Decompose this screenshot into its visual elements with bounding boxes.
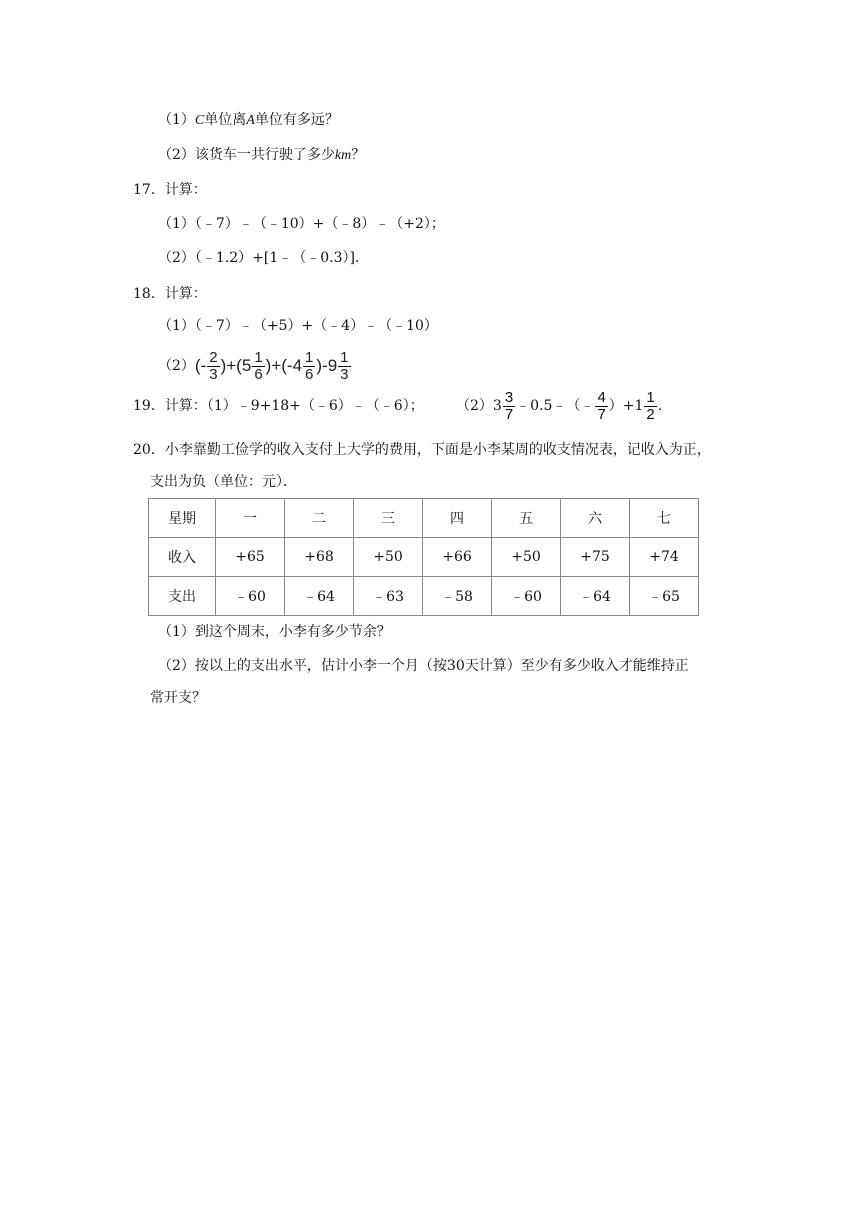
table-cell: ﹣63 xyxy=(354,577,423,616)
q18-title: 18．计算： xyxy=(133,286,207,302)
q20-line1: 20．小李靠勤工俭学的收入支付上大学的费用，下面是小李某周的收支情况表，记收入为正， xyxy=(133,442,711,458)
table-cell: 五 xyxy=(492,499,561,538)
table-cell: ﹣64 xyxy=(561,577,630,616)
table-cell: ﹣58 xyxy=(423,577,492,616)
fraction: $\frac{1}{3}$ xyxy=(340,348,349,383)
table-cell: +75 xyxy=(561,538,630,577)
table-cell: 收入 xyxy=(149,538,216,577)
table-row xyxy=(149,538,699,577)
table-cell: ﹣60 xyxy=(492,577,561,616)
q16-part2: （2）该货车一共行驶了多少km？ xyxy=(158,147,366,163)
fraction: $\frac{1}{2}$ xyxy=(646,388,655,423)
q16-part1: （1）C单位离A单位有多远？ xyxy=(158,112,339,128)
table-cell: 二 xyxy=(285,499,354,538)
table-cell: +65 xyxy=(216,538,285,577)
income-expense-table xyxy=(148,498,699,616)
table-cell: 支出 xyxy=(149,577,216,616)
q20-line2: 支出为负（单位：元）． xyxy=(150,474,297,490)
table-cell: 七 xyxy=(630,499,699,538)
table-cell: +74 xyxy=(630,538,699,577)
q20-part1: （1）到这个周末，小李有多少节余？ xyxy=(158,624,391,640)
q19-part1: 19．计算：（1）﹣9+18+（﹣6）﹣（﹣6）； xyxy=(133,398,424,414)
table-header-row xyxy=(149,499,699,538)
table-cell: ﹣60 xyxy=(216,577,285,616)
fraction: $\frac{3}{7}$ xyxy=(504,388,514,423)
q19-part2: （2）3 $\frac{3}{7}$ ﹣0.5﹣（﹣ $\frac{4}{7}$ ）+1 $\frac{1}{2}$ . xyxy=(456,388,663,423)
fraction: $\frac{4}{7}$ xyxy=(597,388,606,423)
q18-expression: (- $\frac{2}{3}$ )+(5 $\frac{1}{6}$ )+(-4 $\frac{1}{6}$ )-9 $\frac{1}{3}$ xyxy=(194,348,349,383)
q20-part2-line2: 常开支？ xyxy=(150,690,206,706)
fraction: $\frac{1}{6}$ xyxy=(305,348,314,383)
q18-part2: （2） (- $\frac{2}{3}$ )+(5 $\frac{1}{6}$ )+(-4 $\frac{1}{6}$ )-9 $\frac{1}{3}$ xyxy=(158,346,352,386)
table-cell: 一 xyxy=(216,499,285,538)
q17-title: 17．计算： xyxy=(133,182,207,198)
table-cell: ﹣65 xyxy=(630,577,699,616)
table-cell: 星期 xyxy=(149,499,216,538)
q17-part2: （2）（﹣1.2）+[1﹣（﹣0.3）]． xyxy=(158,250,369,266)
table-row xyxy=(149,577,699,616)
table-cell: +50 xyxy=(492,538,561,577)
table-cell: +66 xyxy=(423,538,492,577)
q20-part2-line1: （2）按以上的支出水平，估计小李一个月（按30天计算）至少有多少收入才能维持正 xyxy=(158,658,689,674)
table-cell: +68 xyxy=(285,538,354,577)
q18-part1: （1）（﹣7）﹣（+5）+（﹣4）﹣（﹣10） xyxy=(158,318,438,334)
table-cell: 四 xyxy=(423,499,492,538)
table-cell: 六 xyxy=(561,499,630,538)
table-cell: ﹣64 xyxy=(285,577,354,616)
table-cell: +50 xyxy=(354,538,423,577)
table-cell: 三 xyxy=(354,499,423,538)
q17-part1: （1）（﹣7）﹣（﹣10）+（﹣8）﹣（+2）； xyxy=(158,216,445,232)
fraction: $\frac{1}{6}$ xyxy=(254,348,263,383)
fraction: $\frac{2}{3}$ xyxy=(209,348,218,383)
